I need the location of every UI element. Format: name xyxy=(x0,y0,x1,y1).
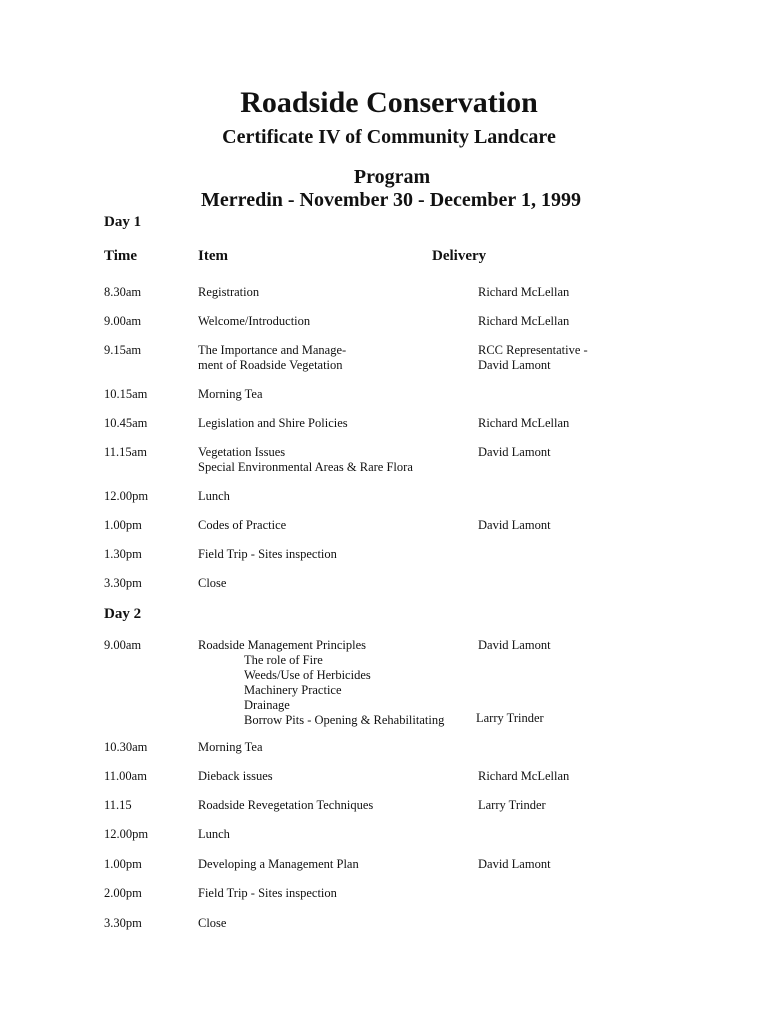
delivery-line: Richard McLellan xyxy=(478,314,570,328)
item-line: Morning Tea xyxy=(198,740,263,754)
time-cell: 1.00pm xyxy=(104,518,142,532)
item-line: Roadside Revegetation Techniques xyxy=(198,798,374,812)
time-cell: 11.15 xyxy=(104,798,132,812)
delivery-cell xyxy=(478,518,678,533)
item-cell xyxy=(198,827,468,842)
item-cell xyxy=(198,343,468,373)
delivery-line: Richard McLellan xyxy=(478,769,570,783)
item-cell xyxy=(198,416,468,431)
item-line: Dieback issues xyxy=(198,769,273,783)
item-cell xyxy=(198,798,468,813)
time-cell: 1.00pm xyxy=(104,857,142,871)
time-cell: 10.15am xyxy=(104,387,148,401)
item-cell xyxy=(198,740,468,755)
subitem-line: Drainage xyxy=(244,698,290,712)
delivery-cell xyxy=(476,711,676,726)
delivery-line: RCC Representative - xyxy=(478,343,588,357)
time-cell: 1.30pm xyxy=(104,547,142,561)
item-cell xyxy=(198,638,468,728)
time-cell: 12.00pm xyxy=(104,489,149,503)
subitem-line: The role of Fire xyxy=(244,653,323,667)
item-cell xyxy=(198,547,468,562)
delivery-line: David Lamont xyxy=(478,857,551,871)
delivery-cell xyxy=(478,798,678,813)
column-header-item: Item xyxy=(198,248,228,264)
delivery-cell xyxy=(478,416,678,431)
document-subtitle: Certificate IV of Community Landcare xyxy=(222,126,556,148)
time-cell: 11.00am xyxy=(104,769,147,783)
item-line: Roadside Management Principles xyxy=(198,638,367,652)
item-cell xyxy=(198,314,468,329)
subitem-line: Weeds/Use of Herbicides xyxy=(244,668,371,682)
time-cell: 10.30am xyxy=(104,740,148,754)
item-cell xyxy=(198,285,468,300)
item-line: Lunch xyxy=(198,827,230,841)
delivery-cell xyxy=(478,857,678,872)
time-cell: 10.45am xyxy=(104,416,148,430)
delivery-line: Larry Trinder xyxy=(476,711,544,725)
item-line: Morning Tea xyxy=(198,387,263,401)
item-cell xyxy=(198,489,468,504)
time-cell: 9.00am xyxy=(104,638,142,652)
delivery-line: David Lamont xyxy=(478,638,551,652)
delivery-line: Richard McLellan xyxy=(478,416,570,430)
item-cell xyxy=(198,769,468,784)
document-title: Roadside Conservation xyxy=(240,86,538,119)
item-line: Developing a Management Plan xyxy=(198,857,359,871)
delivery-line: David Lamont xyxy=(478,445,551,459)
time-cell: 9.00am xyxy=(104,314,142,328)
item-cell xyxy=(198,886,468,901)
item-line: Lunch xyxy=(198,489,230,503)
item-line: Vegetation Issues xyxy=(198,445,286,459)
item-line: Close xyxy=(198,576,227,590)
time-cell: 3.30pm xyxy=(104,916,142,930)
item-line: Field Trip - Sites inspection xyxy=(198,547,337,561)
time-cell: 11.15am xyxy=(104,445,147,459)
delivery-line: Richard McLellan xyxy=(478,285,570,299)
time-cell: 9.15am xyxy=(104,343,142,357)
item-line: Special Environmental Areas & Rare Flora xyxy=(198,460,413,474)
item-line: Legislation and Shire Policies xyxy=(198,416,348,430)
subitem-line: Borrow Pits - Opening & Rehabilitating xyxy=(244,713,445,727)
delivery-cell xyxy=(478,769,678,784)
item-line: Field Trip - Sites inspection xyxy=(198,886,337,900)
delivery-line: David Lamont xyxy=(478,518,551,532)
item-line: Welcome/Introduction xyxy=(198,314,311,328)
item-line: Codes of Practice xyxy=(198,518,287,532)
item-line: The Importance and Manage- xyxy=(198,343,347,357)
item-cell xyxy=(198,916,468,931)
time-cell: 12.00pm xyxy=(104,827,149,841)
item-cell xyxy=(198,576,468,591)
item-cell xyxy=(198,518,468,533)
item-cell xyxy=(198,857,468,872)
day2-label: Day 2 xyxy=(104,606,142,622)
column-header-delivery: Delivery xyxy=(432,248,487,264)
delivery-cell xyxy=(478,314,678,329)
delivery-line: David Lamont xyxy=(478,358,551,372)
delivery-cell xyxy=(478,445,678,460)
item-cell xyxy=(198,387,468,402)
delivery-line: Larry Trinder xyxy=(478,798,546,812)
location-dates: Merredin - November 30 - December 1, 1999 xyxy=(201,189,581,211)
day1-label: Day 1 xyxy=(104,214,142,230)
subitem-line: Machinery Practice xyxy=(244,683,342,697)
delivery-cell xyxy=(478,285,678,300)
time-cell: 3.30pm xyxy=(104,576,142,590)
item-line: ment of Roadside Vegetation xyxy=(198,358,343,372)
delivery-cell xyxy=(478,638,678,653)
item-line: Registration xyxy=(198,285,260,299)
column-header-time: Time xyxy=(104,248,138,264)
item-line: Close xyxy=(198,916,227,930)
time-cell: 8.30am xyxy=(104,285,142,299)
delivery-cell xyxy=(478,343,678,373)
program-heading: Program xyxy=(353,166,431,188)
item-cell xyxy=(198,445,468,475)
time-cell: 2.00pm xyxy=(104,886,142,900)
